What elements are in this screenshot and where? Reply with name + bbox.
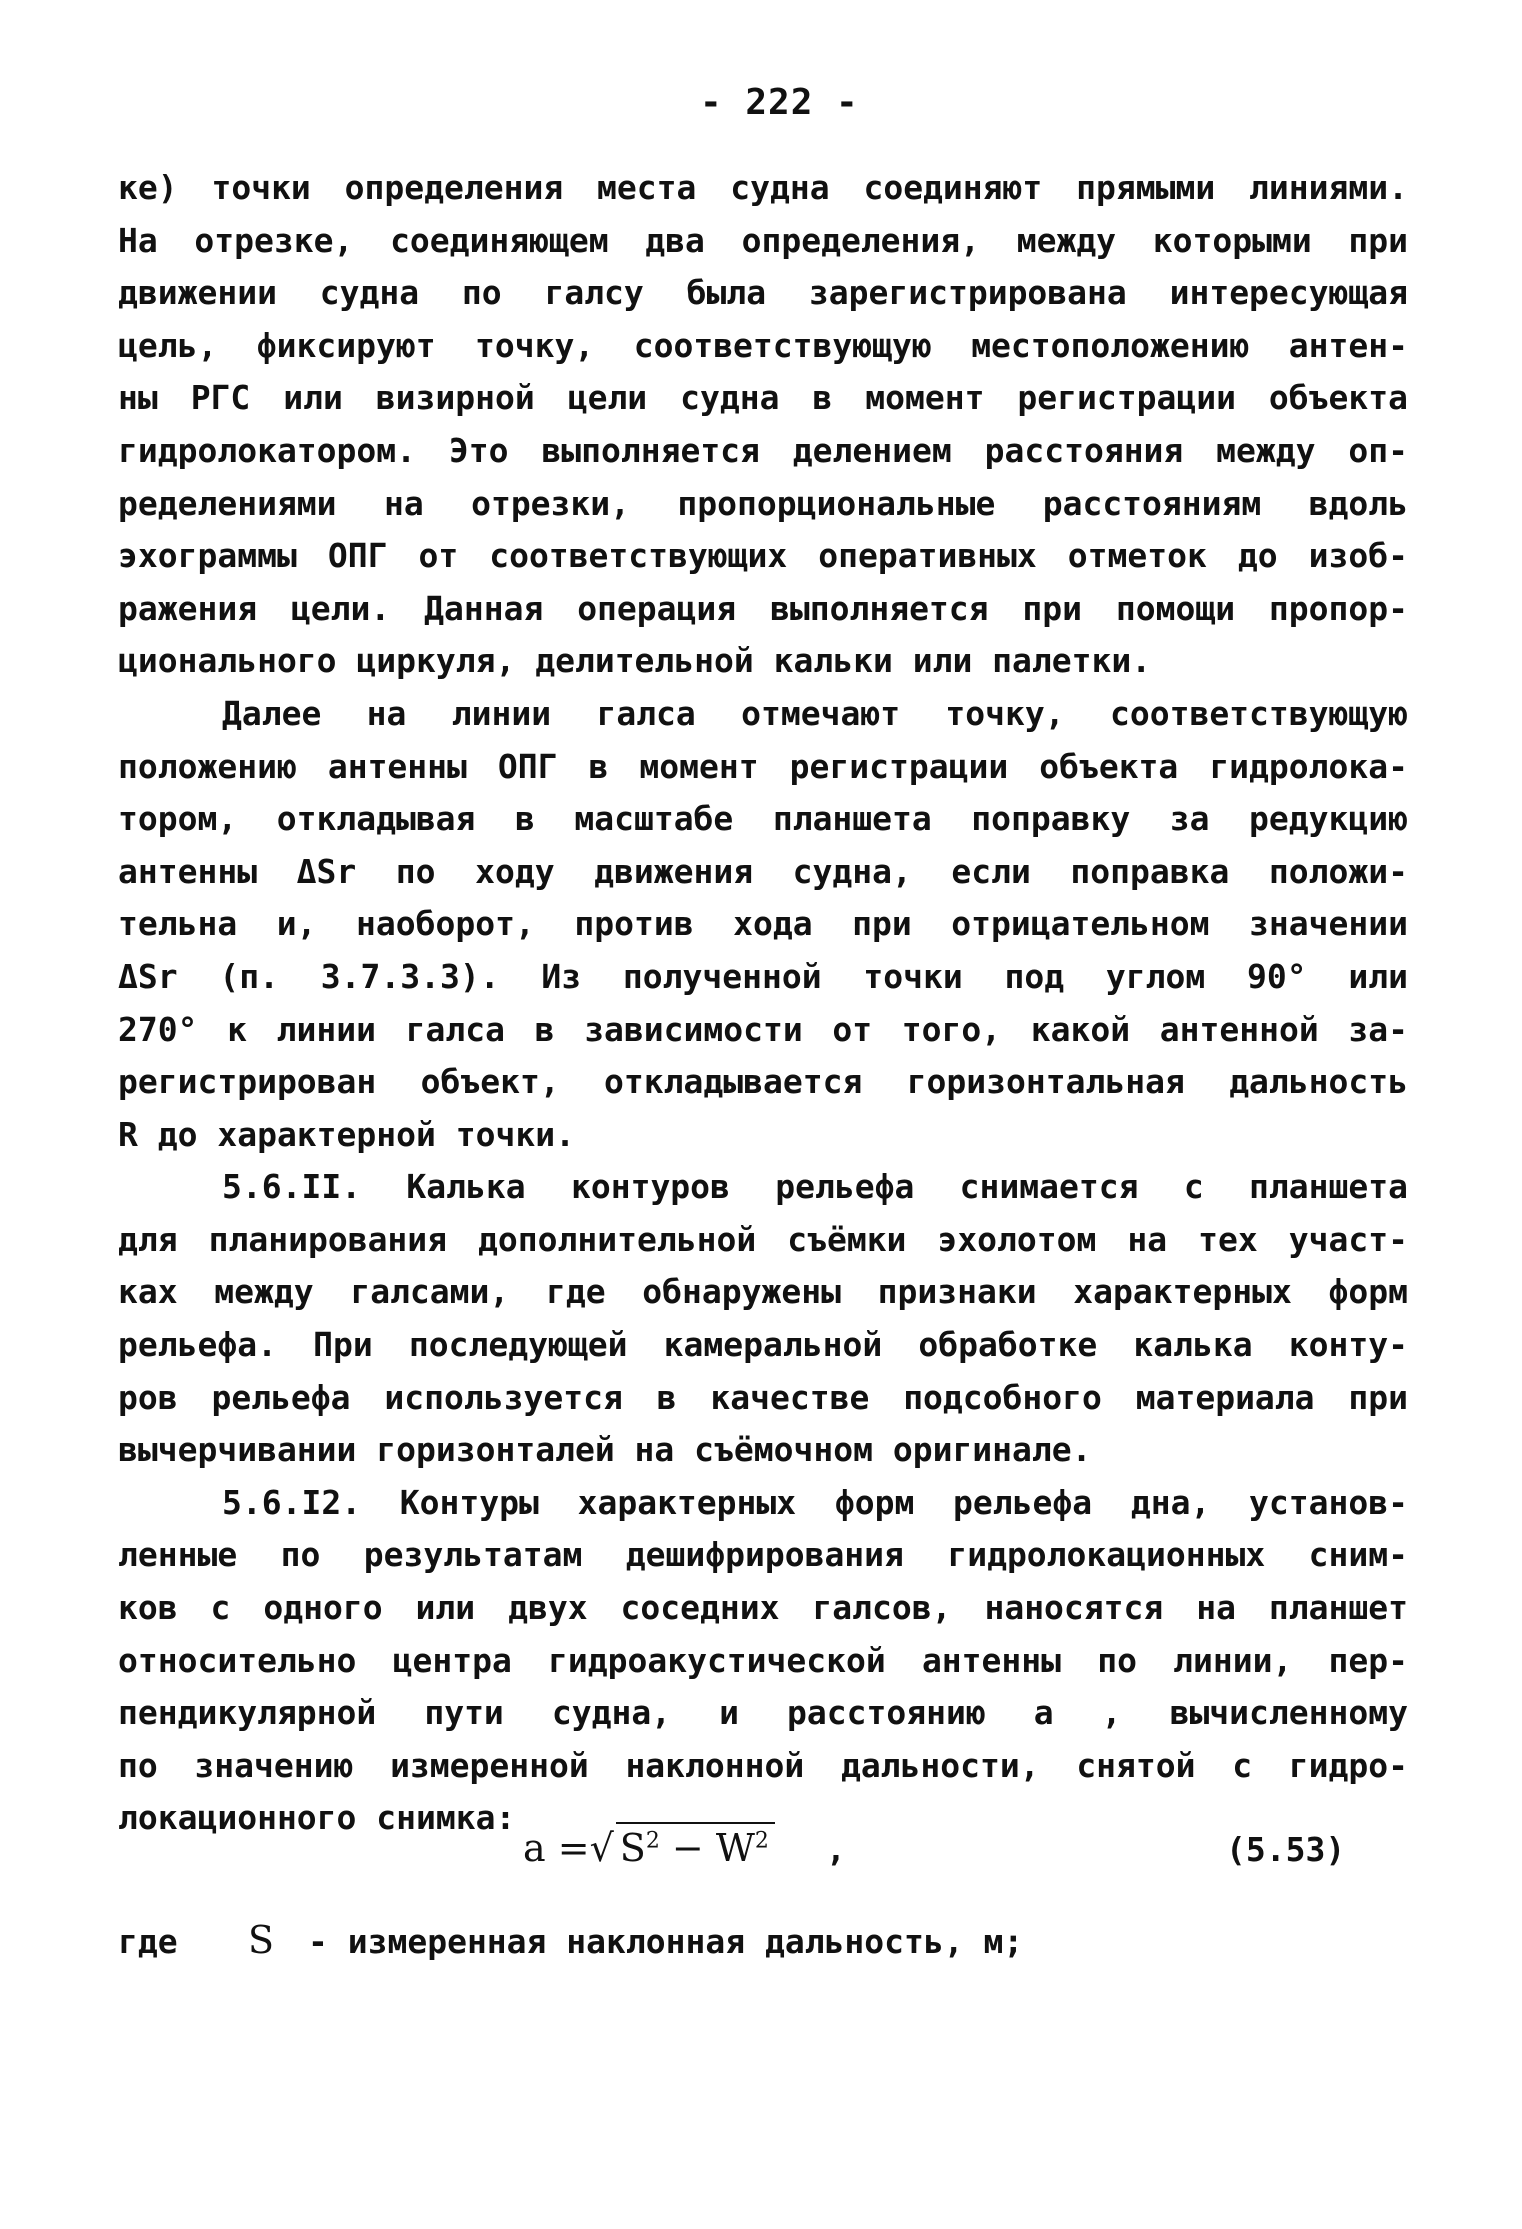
text-line: ражения цели. Данная операция выполняется при помощи пропор- [118, 588, 1408, 628]
text-line: Далее на линии галса отмечают точку, соответствующую [222, 693, 1408, 733]
text-line: ков с одного или двух соседних галсов, наносятся на планшет [118, 1588, 1408, 1628]
formula-lhs: a = [523, 1826, 590, 1870]
text-line: ΔSr (п. 3.7.3.3). Из полученной точки под углом 90° или [118, 956, 1408, 996]
formula-w: W [715, 1826, 755, 1870]
where-symbol: S [248, 1918, 275, 1962]
text-line: антенны ΔSr по ходу движения судна, если поправка положи- [118, 851, 1408, 891]
text-line: ционального циркуля, делительной кальки или палетки. [118, 641, 1152, 681]
text-line: регистрирован объект, откладывается горизонтальная дальность [118, 1062, 1408, 1102]
text-line: 5.6.I2. Контуры характерных форм рельефа дна, установ- [222, 1482, 1408, 1522]
where-line [118, 1918, 1408, 1962]
text-line: локационного снимка: [118, 1798, 516, 1838]
text-line: 270° к линии галса в зависимости от того, какой антенной за- [118, 1009, 1408, 1049]
text-line: ны РГС или визирной цели судна в момент регистрации объекта [118, 378, 1408, 418]
text-line: тором, откладывая в масштабе планшета поправку за редукцию [118, 799, 1408, 839]
sqrt-sign: √ [589, 1826, 614, 1870]
formula [523, 1822, 775, 1870]
text-line: пендикулярной пути судна, и расстоянию a , вычисленному [118, 1693, 1408, 1733]
text-line: гидролокатором. Это выполняется делением расстояния между оп- [118, 430, 1408, 470]
text-line: ке) точки определения места судна соединяют прямыми линиями. [118, 168, 1408, 207]
formula-radicand [616, 1822, 775, 1870]
text-line: ках между галсами, где обнаружены признаки характерных форм [118, 1272, 1408, 1312]
text-line: цель, фиксируют точку, соответствующую местоположению антен- [118, 325, 1408, 365]
formula-number: (5.53) [1226, 1830, 1346, 1869]
paragraph-4 [118, 1477, 1408, 1845]
formula-w-exponent: 2 [754, 1828, 769, 1854]
formula-s-exponent: 2 [645, 1828, 660, 1854]
text-line: ределениями на отрезки, пропорциональные расстояниям вдоль [118, 483, 1408, 523]
where-text: - измеренная наклонная дальность, м; [308, 1922, 1024, 1961]
text-line: ров рельефа используется в качестве подсобного материала при [118, 1377, 1408, 1417]
formula-comma: , [826, 1830, 846, 1869]
text-line: На отрезке, соединяющем два определения, между которыми при [118, 220, 1408, 260]
text-line: для планирования дополнительной съёмки эхолотом на тех участ- [118, 1219, 1408, 1259]
text-line: движении судна по галсу была зарегистрирована интересующая [118, 273, 1408, 313]
text-line: положению антенны ОПГ в момент регистрации объекта гидролока- [118, 746, 1408, 786]
body-text [118, 162, 1408, 1845]
text-line: тельна и, наоборот, против хода при отрицательном значении [118, 904, 1408, 944]
paragraph-2 [118, 688, 1408, 1161]
formula-row [118, 1822, 1408, 1892]
text-line: 5.6.II. Калька контуров рельефа снимается с планшета [222, 1167, 1408, 1207]
text-line: по значению измеренной наклонной дальности, снятой с гидро- [118, 1745, 1408, 1785]
formula-s: S [619, 1826, 646, 1870]
text-line: R до характерной точки. [118, 1114, 575, 1154]
text-line: вычерчивании горизонталей на съёмочном оригинале. [118, 1430, 1092, 1470]
page-number: - 222 - [700, 82, 859, 123]
text-line: эхограммы ОПГ от соответствующих оперативных отметок до изоб- [118, 536, 1408, 576]
text-line: рельефа. При последующей камеральной обработке калька конту- [118, 1325, 1408, 1365]
where-word: где [118, 1922, 178, 1961]
paragraph-3 [118, 1161, 1408, 1477]
paragraph-1 [118, 162, 1408, 688]
text-line: относительно центра гидроакустической антенны по линии, пер- [118, 1640, 1408, 1680]
text-line: ленные по результатам дешифрирования гидролокационных сним- [118, 1535, 1408, 1575]
formula-minus: − [659, 1826, 716, 1870]
